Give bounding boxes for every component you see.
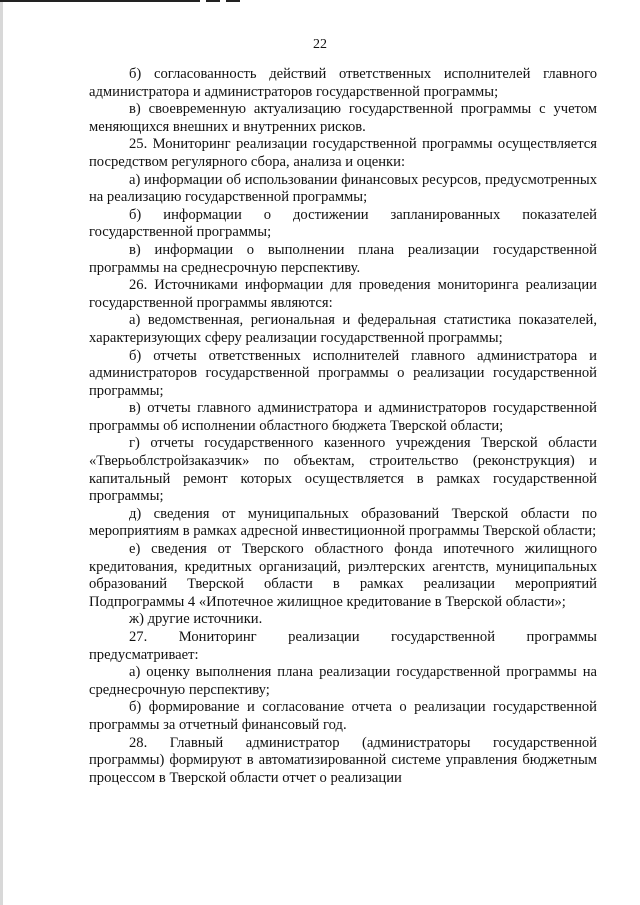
document-body <box>89 66 597 787</box>
paragraph: в) информации о выполнении плана реализации государственной программы на среднесрочную перспективу. <box>89 241 597 276</box>
paragraph: б) информации о достижении запланированных показателей государственной программы; <box>89 206 597 241</box>
paragraph: в) своевременную актуализацию государственной программы с учетом меняющихся внешних и внутренних рисков. <box>89 101 597 135</box>
paragraph: 25. Мониторинг реализации государственной программы осуществляется посредством регулярного сбора, анализа и оценки: <box>89 136 597 170</box>
paragraph: 27. Мониторинг реализации государственной программы предусматривает: <box>89 629 597 663</box>
paragraph: а) ведомственная, региональная и федеральная статистика показателей, характеризующих сферу реализации государственной программы; <box>89 312 597 346</box>
paragraph: г) отчеты государственного казенного учреждения Тверской области «Тверьоблстройзаказчик» по объектам, строительство (реконструкция) и капитальный ремонт которых осуществляется в рамках государственной программы; <box>89 435 597 505</box>
scan-top-line <box>0 0 200 2</box>
paragraph: е) сведения от Тверского областного фонда ипотечного жилищного кредитования, кредитных организаций, риэлтерских агентств, муниципальных образований Тверской области в рамках реализации мероприятий Подпрограммы 4 «Ипотечное жилищное кредитование в Тверской области»; <box>89 541 597 610</box>
paragraph: б) формирование и согласование отчета о реализации государственной программы за отчетный финансовый год. <box>89 699 597 733</box>
page-number: 22 <box>313 37 327 52</box>
scan-top-line <box>206 0 220 2</box>
paragraph: а) информации об использовании финансовых ресурсов, предусмотренных на реализацию государственной программы; <box>89 171 597 206</box>
paragraph: б) согласованность действий ответственных исполнителей главного администратора и администраторов государственной программы; <box>89 66 597 100</box>
paragraph: ж) другие источники. <box>129 611 263 628</box>
paragraph: д) сведения от муниципальных образований Тверской области по мероприятиям в рамках адресной инвестиционной программы Тверской области; <box>89 505 597 540</box>
paragraph: в) отчеты главного администратора и администраторов государственной программы об исполнении областного бюджета Тверской области; <box>89 400 597 434</box>
scan-edge <box>0 0 3 905</box>
scan-top-line <box>226 0 240 2</box>
paragraph: а) оценку выполнения плана реализации государственной программы на среднесрочную перспективу; <box>89 664 597 698</box>
paragraph: б) отчеты ответственных исполнителей главного администратора и администраторов государственной программы о реализации государственной программы; <box>89 347 597 399</box>
paragraph: 26. Источниками информации для проведения мониторинга реализации государственной программы являются: <box>89 277 597 311</box>
paragraph: 28. Главный администратор (администраторы государственной программы) формируют в автоматизированной системе управления бюджетным процессом в Тверской области отчет о реализации <box>89 734 597 786</box>
